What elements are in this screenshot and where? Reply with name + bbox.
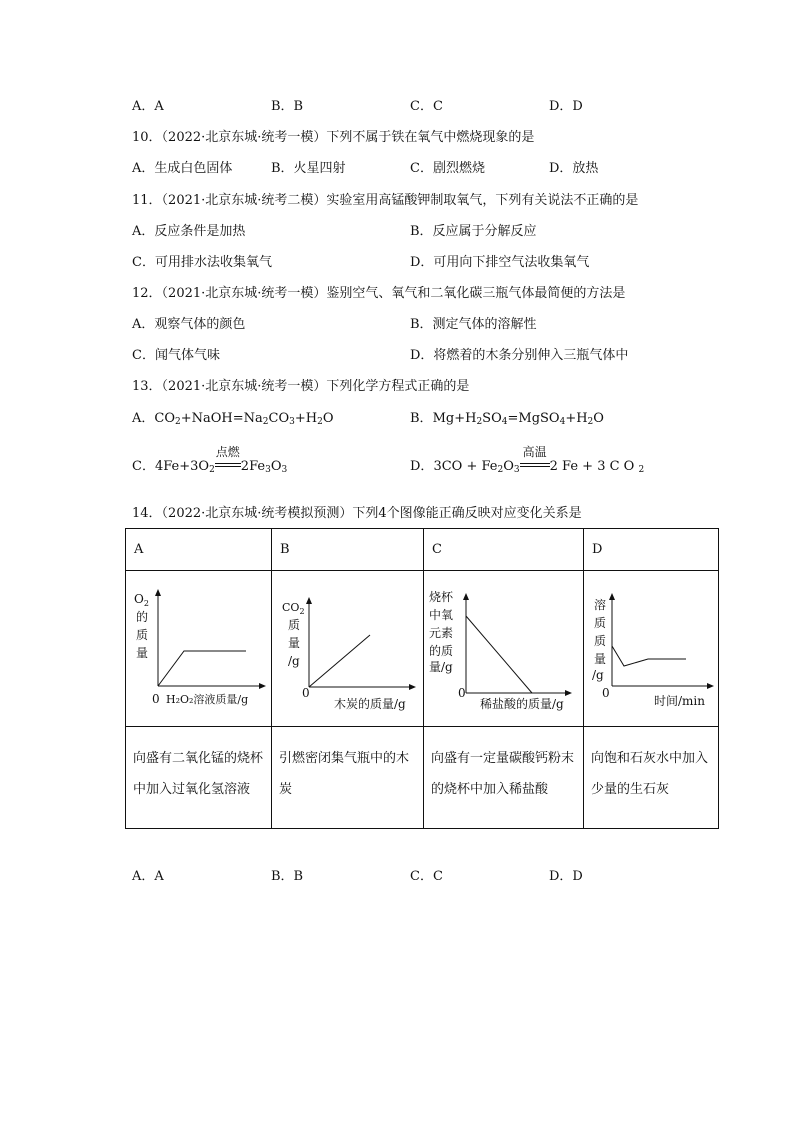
header-a: A (126, 529, 272, 571)
svg-text:元素: 元素 (429, 626, 454, 640)
svg-text:量: 量 (136, 646, 149, 660)
q12-stem: 12．（2021·北京东城·统考一模）鉴别空气、氧气和二氧化碳三瓶气体最简便的方法是 (132, 286, 626, 301)
desc-c: 向盛有一定量碳酸钙粉末的烧杯中加入稀盐酸 (431, 751, 575, 797)
desc-b-cell (272, 727, 424, 829)
graph-c (424, 571, 584, 726)
graph-c-curve (466, 616, 532, 693)
svg-text:CO2: $CO_2$ (282, 601, 305, 616)
q13-option-d: D．$3CO + Fe_2O_3$ 高温 2 Fe + 3 C O $_2$ (410, 445, 645, 475)
q14-option-c: C．C (410, 869, 443, 884)
desc-a: 向盛有二氧化锰的烧杯中加入过氧化氢溶液 (133, 751, 264, 797)
q12-option-c: C．闻气体气味 (132, 348, 220, 363)
desc-c-cell (424, 727, 584, 829)
q10-option-d: D．放热 (549, 161, 599, 176)
q9-option-a: A．A (132, 99, 164, 114)
q13-option-b: B．$Mg+H_2SO_4=MgSO_4+H_2O$ (410, 411, 604, 427)
svg-text:量/g: 量/g (429, 660, 453, 674)
q11-option-d: D．可用向下排空气法收集氧气 (410, 255, 590, 270)
svg-text:稀盐酸的质量/g: 稀盐酸的质量/g (480, 697, 564, 711)
q11-stem: 11．（2021·北京东城·统考二模）实验室用高锰酸钾制取氧气，下列有关说法不正确的是 (132, 193, 639, 208)
svg-text:时间/min: 时间/min (654, 694, 705, 708)
svg-text:烧杯: 烧杯 (429, 590, 454, 604)
svg-text:O2: $O_2$ (134, 592, 149, 608)
q9-option-b: B．B (271, 99, 304, 114)
svg-text:/g: /g (592, 668, 604, 682)
graph-b-cell (272, 571, 424, 727)
svg-text:木炭的质量/g: 木炭的质量/g (334, 697, 406, 711)
q13-option-c: C．$4Fe+3O_2$ 点燃 $2Fe_3O_3$ (132, 445, 288, 475)
svg-text:质: 质 (136, 628, 149, 642)
graph-d-y-arrow (609, 593, 615, 600)
graph-c-cell (424, 571, 584, 727)
desc-a-cell (126, 727, 272, 829)
q9-option-d: D．D (549, 99, 583, 114)
desc-d-cell (584, 727, 719, 829)
q10-option-c: C．剧烈燃烧 (410, 161, 485, 176)
svg-text:的: 的 (136, 610, 149, 624)
q12-option-a: A．观察气体的颜色 (132, 317, 246, 332)
graph-a-cell (126, 571, 272, 727)
q11-option-a: A．反应条件是加热 (132, 224, 246, 239)
svg-text:0: 0 (302, 686, 310, 700)
graph-b-y-arrow (306, 597, 312, 604)
svg-text:0: 0 (602, 686, 610, 700)
graph-b-curve (309, 635, 370, 687)
q14-table (125, 528, 719, 829)
q9-option-c: C．C (410, 99, 443, 114)
q11-option-b: B．反应属于分解反应 (410, 224, 537, 239)
svg-text:量: 量 (594, 652, 607, 666)
graph-b (272, 571, 424, 726)
q10-option-b: B．火星四射 (271, 161, 346, 176)
svg-text:质: 质 (288, 618, 301, 632)
svg-text:质: 质 (594, 634, 607, 648)
graph-a (126, 571, 272, 726)
graph-a-curve (158, 651, 246, 686)
desc-b: 引燃密闭集气瓶中的木炭 (279, 751, 410, 797)
svg-text:0: 0 (152, 692, 160, 706)
condition-high-temp: 高温 (522, 445, 547, 459)
graph-a-y-arrow (155, 589, 161, 596)
graph-d (584, 571, 719, 726)
q13-stem: 13．（2021·北京东城·统考一模）下列化学方程式正确的是 (132, 379, 470, 394)
q14-stem: 14．（2022·北京东城·统考模拟预测）下列4个图像能正确反映对应变化关系是 (132, 506, 582, 521)
header-d: D (584, 529, 719, 571)
svg-text:溶: 溶 (594, 598, 607, 612)
graph-d-cell (584, 571, 719, 727)
svg-text:中氧: 中氧 (429, 608, 454, 622)
svg-text:质: 质 (594, 616, 607, 630)
svg-text:H₂O₂溶液质量/g: H₂O₂溶液质量/g (166, 693, 249, 706)
header-b: B (272, 529, 424, 571)
graph-c-x-arrow (565, 690, 572, 696)
q14-option-a: A．A (132, 869, 164, 884)
q14-option-d: D．D (549, 869, 583, 884)
graph-b-x-arrow (409, 684, 416, 690)
graph-a-x-arrow (259, 683, 266, 689)
svg-text:0: 0 (458, 686, 466, 700)
graph-d-x-arrow (707, 683, 714, 689)
svg-text:的质: 的质 (429, 644, 454, 658)
svg-text:/g: /g (288, 654, 300, 668)
graph-c-y-arrow (463, 593, 469, 600)
header-c: C (424, 529, 584, 571)
desc-d: 向饱和石灰水中加入少量的生石灰 (591, 751, 709, 797)
graph-d-curve (612, 646, 686, 666)
q14-option-b: B．B (271, 869, 304, 884)
condition-ignite: 点燃 (215, 445, 240, 459)
q10-stem: 10．（2022·北京东城·统考一模）下列不属于铁在氧气中燃烧现象的是 (132, 130, 535, 145)
q10-option-a: A．生成白色固体 (132, 161, 233, 176)
q12-option-b: B．测定气体的溶解性 (410, 317, 537, 332)
q13-option-a: A．$CO_2+NaOH=Na_2CO_3+H_2O$ (132, 411, 334, 427)
q11-option-c: C．可用排水法收集氧气 (132, 255, 272, 270)
svg-text:量: 量 (288, 636, 301, 650)
q12-option-d: D．将燃着的木条分别伸入三瓶气体中 (410, 348, 629, 363)
